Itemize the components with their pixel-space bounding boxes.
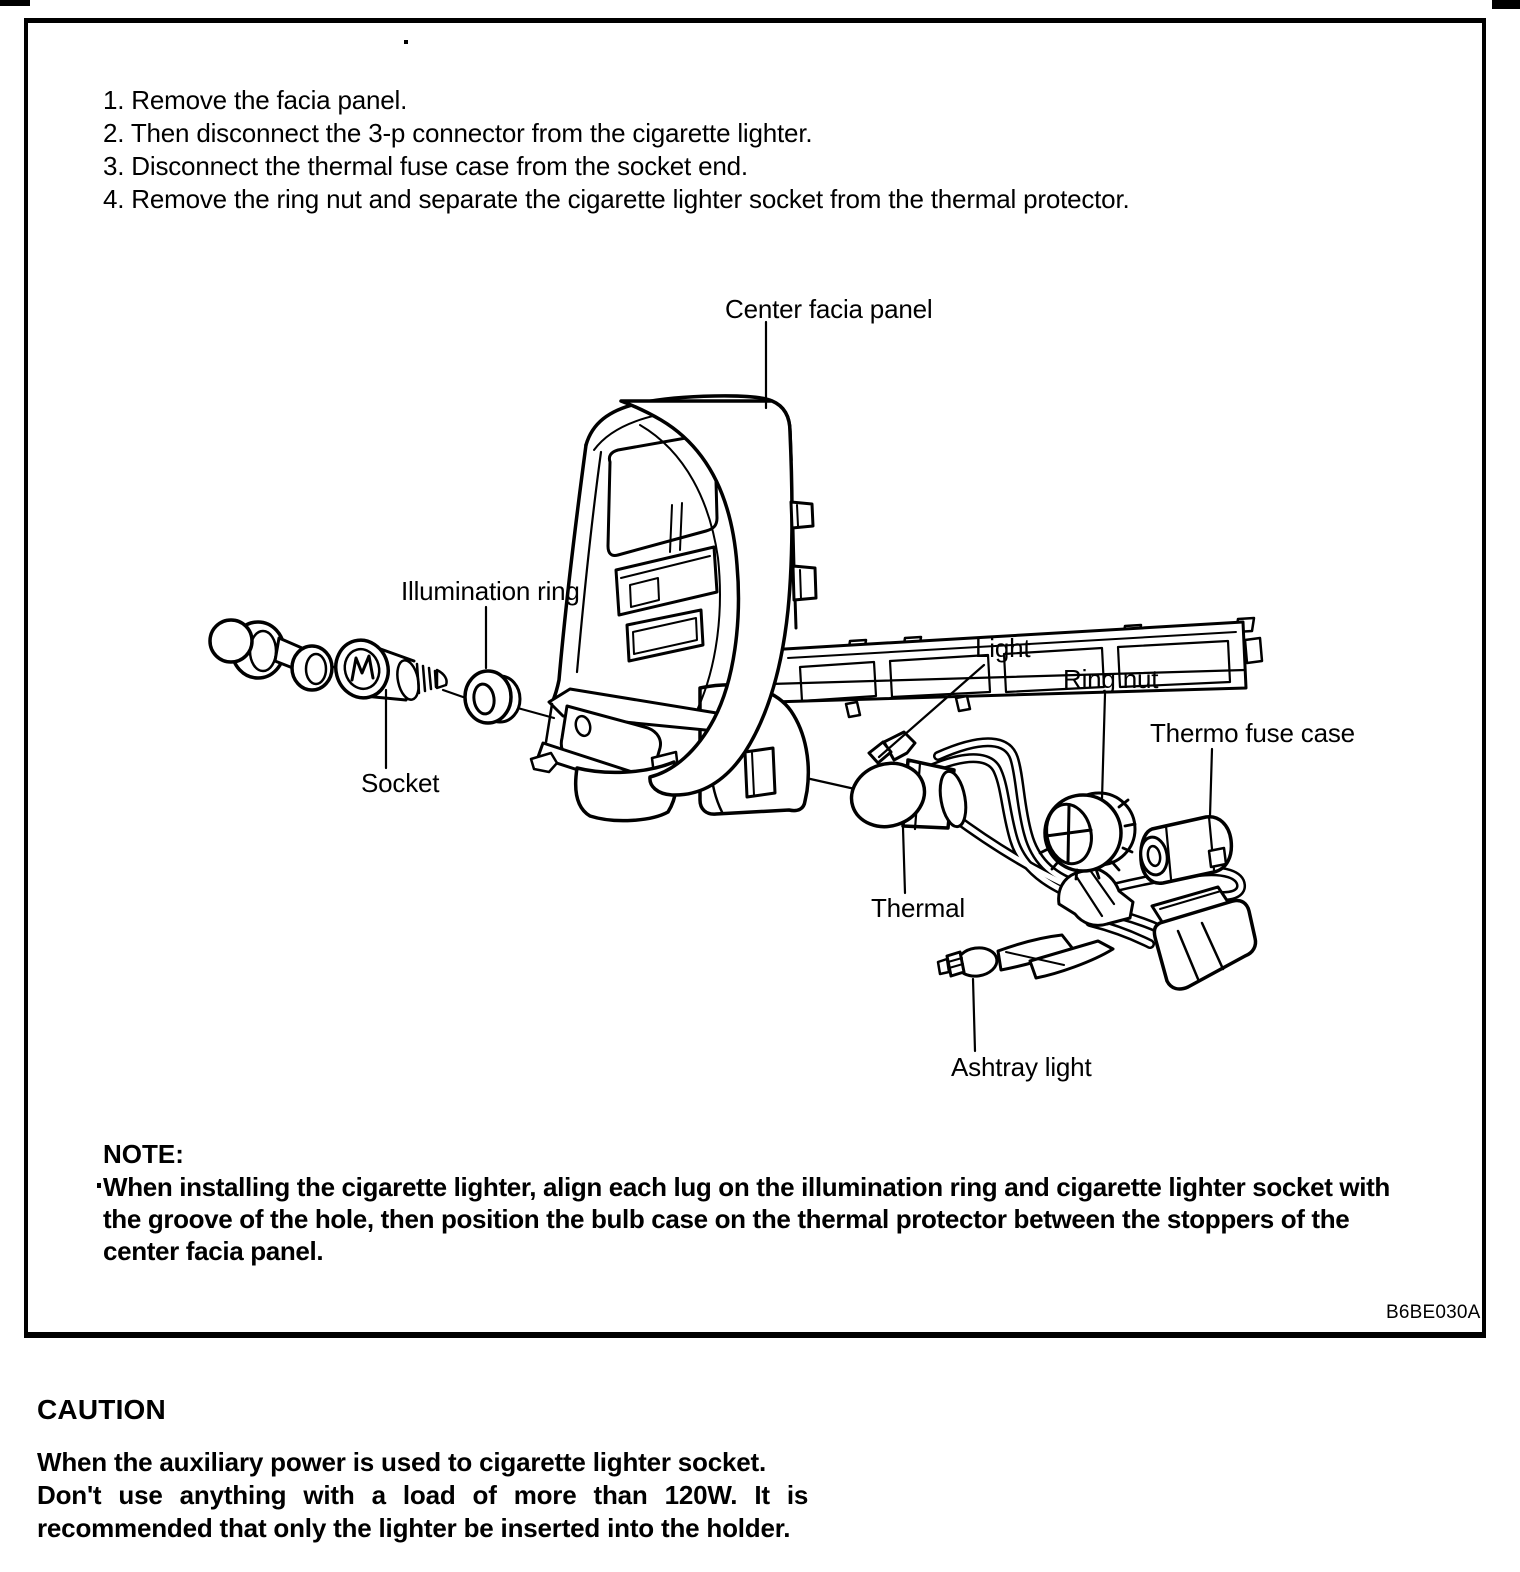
ring-nut-drawing [1040,793,1135,879]
illumination-ring-drawing [465,671,520,723]
harness-wrap-drawing [1059,868,1133,925]
label-ashtray-light: Ashtray light [951,1052,1092,1082]
label-ring-nut: Ring nut [1063,664,1159,694]
note-heading: NOTE: [103,1139,184,1169]
step-2: 2. Then disconnect the 3-p connector from the cigarette lighter. [103,118,813,148]
note-line-3: center facia panel. [103,1236,324,1266]
step-1: 1. Remove the facia panel. [103,85,408,115]
label-thermo-fuse-case: Thermo fuse case [1150,718,1355,748]
caution-line-3: recommended that only the lighter be inserted into the holder. [37,1513,791,1543]
note-line-2: the groove of the hole, then position the bulb case on the thermal protector between the stoppers of the [103,1204,1350,1234]
label-thermal: Thermal [871,893,965,923]
lighter-knob-drawing [210,620,332,690]
label-socket: Socket [361,768,440,798]
label-light: Light [975,633,1031,663]
ashtray-light-drawing [938,935,1113,979]
figure-code: B6BE030A [1386,1302,1481,1323]
caution-line-1: When the auxiliary power is used to cigarette lighter socket. [37,1447,766,1477]
label-illumination-ring: Illumination ring [401,576,580,606]
socket-drawing [329,634,446,703]
step-3: 3. Disconnect the thermal fuse case from the socket end. [103,151,748,181]
caution-heading: CAUTION [37,1394,166,1425]
label-center-facia-panel: Center facia panel [725,294,933,324]
note-block [103,1137,1390,1267]
note-line-1: When installing the cigarette lighter, align each lug on the illumination ring and cigarette lighter socket with [103,1172,1390,1202]
step-4: 4. Remove the ring nut and separate the cigarette lighter socket from the thermal protector. [103,184,1130,214]
caution-block [37,1446,808,1545]
caution-line-2: Don't use anything with a load of more than 120W. It is [37,1480,809,1510]
connector-drawing [1152,887,1256,989]
